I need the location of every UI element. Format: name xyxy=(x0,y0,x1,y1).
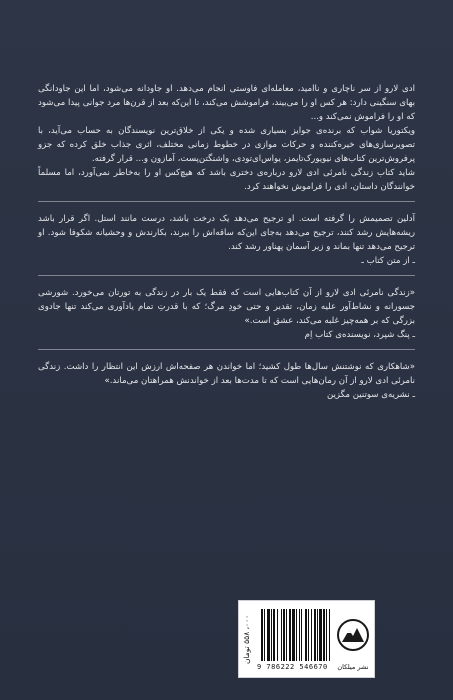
excerpt-paragraph: آدلین تصمیمش را گرفته است. او ترجیح می‌دهد یک درخت باشد، درست مانند استل. اگر قرار باشد ریشه‌هایش رشد کنند، ترجیح می‌دهد به‌جای این‌که ساقه‌اش را ببرند، بکارندش و وحشیانه شکوفا شود. او ترجیح می‌دهد تنها بماند و زیر آسمان پهناور رشد کند. xyxy=(38,214,415,252)
isbn-number: 9 786222 546670 xyxy=(257,663,328,671)
barcode-image xyxy=(261,609,333,663)
blurb-paragraph-1: ادی لارو از سر ناچاری و ناامید، معامله‌ای فاوستی انجام می‌دهد. او جاودانه می‌شود، اما این جاودانگی بهای سنگینی دارد: هر کس او را می‌بیند، فراموشش می‌کند، تا این‌که بعد از قرن‌ها مرد جوانی پیدا می‌شود که او را فراموش نمی‌کند و... xyxy=(38,84,415,122)
publisher-logo-icon xyxy=(335,613,371,665)
back-cover-text xyxy=(38,82,415,402)
barcode-panel xyxy=(238,600,375,678)
review-source-2: ـ نشریه‌ی سوتنین مگزین xyxy=(326,390,415,400)
divider-3 xyxy=(38,349,415,350)
review-source-1: ـ پنگ شپرد، نویسنده‌ی کتاب اِم xyxy=(304,330,415,340)
excerpt-source: ـ از متن کتاب ـ xyxy=(361,256,415,266)
blurb-paragraph-2: ویکتوریا شواب که برنده‌ی جوایز بسیاری شده و یکی از خلاق‌ترین نویسندگان به حساب می‌آید، با تصویرسازی‌های خیره‌کننده و حرکات موازی در خطوط زمانی مختلف، اثری جذاب خلق کرده که جزو پرفروش‌ترین کتاب‌های نیویورک‌تایمز، یواس‌ای‌تودی، واشنگتن‌پست، آمازون و... قرار گرفته. xyxy=(38,126,415,164)
divider-2 xyxy=(38,275,415,276)
publisher-name: نشر میلکان xyxy=(337,663,369,671)
blurb-paragraph-3: شاید کتاب زندگی نامرئی ادی لارو درباره‌ی دختری باشد که هیچ‌کس او را به‌خاطر نمی‌آورد، اما مسلماً خوانندگان داستان، ادی را فراموش نخواهند کرد. xyxy=(38,168,415,192)
price-label: ۰۰۰، ۵۵۸ تومان xyxy=(242,614,251,664)
divider-1 xyxy=(38,201,415,202)
review-quote-1: «زندگی نامرئی ادی لارو از آن کتاب‌هایی است که فقط یک بار در زندگی به تورتان می‌خورد. شورشی جسورانه و نشاط‌آور علیه زمان، تقدیر و حتی خودِ مرگ؛ که با قدرتِ تمام یادآوری می‌کند تنها جادوی بزرگی که بر همه‌چیز غلبه می‌کند، عشق است.» xyxy=(38,288,415,326)
review-quote-2: «شاهکاری که نوشتنش سال‌ها طول کشید؛ اما خواندن هر صفحه‌اش ارزش این انتظار را داشت. زندگی نامرئی ادی لارو از آن رمان‌هایی است که تا مدت‌ها بعد از خواندنش همراهتان می‌ماند.» xyxy=(38,362,415,386)
